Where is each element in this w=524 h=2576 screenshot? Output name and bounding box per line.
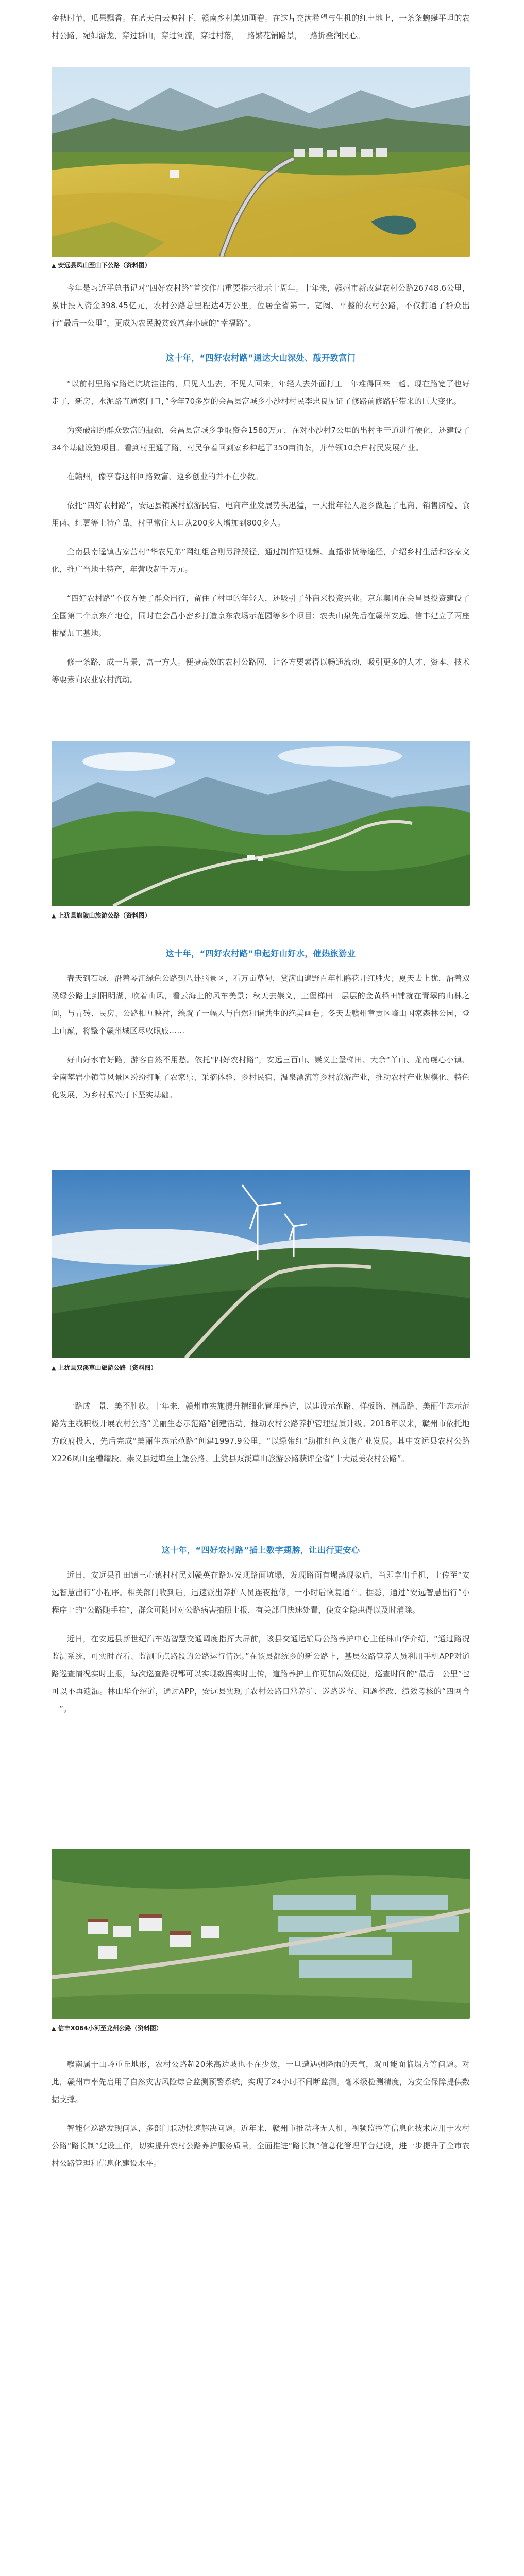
section2-text-cont: 一路成一景，美不胜收。十年来，赣州市实施提升精细化管理养护，以建设示范路、样板路、精品路、美丽生态示范路为主线积极开展农村公路“美丽生态示范路”创建活动，推动农村公路养护管理提质升级。2018年以来，赣州市依托地方政府投入，先后完成“美丽生态示范路”创建1997.9公里，“以绿带红”助推红色文旅产业发展。其中安远县农村公路X226凤山至槽耀段、崇义县过埠至上堡公路、上犹县双溪草山旅游公路获评全省“十大最美农村公路”。 (52, 1401, 470, 1463)
section0-text: 今年是习近平总书记对“四好农村路”首次作出重要指示批示十周年。十年来，赣州市新改建农村公路26748.6公里，累计投入资金398.45亿元，农村公路总里程达4万公里，位居全省第一。宽阔、平整的农村公路，不仅打通了群众出行“最后一公里”，更成为农民脱贫致富奔小康的“幸福路”。 (52, 283, 470, 328)
photo-shuangxi-caoshan-road (52, 1170, 470, 1358)
photo1-caption: ▲ 安远县凤山至山下公路（资料图） (52, 262, 151, 269)
section3-text-cont: 赣南属于山岭重丘地形，农村公路超20米高边坡也不在少数，一旦遭遇强降雨的天气，就可能面临塌方等问题。对此，赣州市率先启用了自然灾害风险综合监测预警系统，实现了24小时不间断监测。毫米级检测精度，为安全保障提供数据支撑。 智能化巡路发现问题，多部门联动快速解决问题。近年来，赣州市推动将无人机、视频监控等信息化技术应用于农村公路“路长制”建设工作，切实提升农村公路养护服务质量，全面推进“路长制”信息化管理平台建设，进一步提升了全市农村公路管理和信息化建设水平。 (52, 2060, 470, 2168)
triangle-icon: ▲ (52, 1365, 56, 1371)
triangle-icon: ▲ (52, 912, 56, 919)
section-heading-1: 这十年，“四好农村路”通达大山深处、敲开致富门 (165, 353, 356, 363)
section3-text: 近日，安远县孔田镇三心镇村村民刘赣英在路边发现路面坑塌，发现路面有塌落现象后，当即拿出手机，上传至“安远智慧出行”小程序。相关部门收到后，迅速派出养护人员连夜抢修，一小时后恢复通车。据悉，通过“安远智慧出行”小程序上的“公路随手拍”，群众可随时对公路病害拍照上报，有关部门快速处置，使安全隐患得以及时消除。 近日，在安远县新世纪汽车站智慧交通调度指挥大屏前，该县交通运输局公路养护中心主任林山华介绍，“通过路况监测系统，可实时查看、监测重点路段的公路运行情况。”在该县都统乡的新公路上，基层公路管养人员利用手机APP对道路巡查情况实时上报，每次巡查路况都可以实现数据实时上传，道路养护工作更加高效便捷，巡查时间的“最后一公里”也可以不再遗漏。林山华介绍道，通过APP，安远县实现了农村公路日常养护、巡路巡查、问题整改、绩效考核的“四网合一”。 (52, 1570, 470, 1714)
triangle-icon: ▲ (52, 262, 56, 269)
section2-text: 春天到石城，沿着琴江绿色公路到八卦脑景区，看万亩草甸，赏满山遍野百年杜鹃花开红胜火；夏天去上犹，沿着双溪绿公路上到阳明湖，吹着山风，看云海上的风车美景；秋天去崇义，上堡梯田一层层的金黄稻田铺就在青翠的山林之间，与青砖、民房、公路相互映衬，绘就了一幅人与自然和谐共生的绝美画卷；冬天去赣州章贡区峰山国家森林公园，登上山巅，将整个赣州城区尽收眼底…… 好山好水有好路，游客自然不用愁。依托“四好农村路”，安远三百山、崇义上堡梯田、大余“丫山、龙南虔心小镇、全南攀岩小镇等风景区纷纷打响了农家乐、采摘体验、乡村民宿、温泉漂流等乡村旅游产业，推动农村产业规模化、特色化发展，为乡村振兴打下坚实基础。 (52, 974, 470, 1099)
intro-text: 金秋时节，瓜果飘香。在蓝天白云映衬下，赣南乡村美如画卷。在这片充满希望与生机的红土地上，一条条蜿蜒平坦的农村公路，宛如游龙，穿过群山，穿过河流，穿过村落，一路繁花铺路景，一路折叠润民心。 (52, 13, 470, 40)
photo2-caption: ▲ 上犹县旗陂山旅游公路（资料图） (52, 912, 151, 919)
photo-qipishan-road (52, 741, 470, 906)
section-heading-2: 这十年，“四好农村路”串起好山好水，催热旅游业 (165, 948, 356, 958)
photo-x064-road (52, 1849, 470, 2019)
photo-fengshan-road (52, 67, 470, 257)
photo4-caption: ▲ 信丰X064小河至龙州公路（资料图） (52, 2025, 162, 2032)
triangle-icon: ▲ (52, 2025, 56, 2032)
section1-text: “以前村里路窄路烂坑坑洼洼的，只见人出去，不见人回来，年轻人去外面打工一年难得回来一趟。现在路宽了也好走了，新房、水泥路直通家门口，”今年70多岁的会昌县富城乡小沙村村民李忠良见证了修路前修路后带来的巨大变化。 为突破制约群众致富的瓶颈，会昌县富城乡争取资金1580万元，在对小沙村7公里的出村主干道进行硬化，还建设了34个基础设施项目。看到村里通了路，村民争着回到家乡种起了350亩油茶，并带领10余户村民发展产业。 在赣州，像李春这样回路致富、返乡创业的并不在少数。 依托“四好农村路”，安远县镇溪村旅游民宿、电商产业发展势头迅猛，一大批年轻人返乡做起了电商、销售脐橙、食用菌、红薯等土特产品，村里常住人口从200多人增加到800多人。 全南县南迳镇古家营村“华农兄弟”网红组合则另辟蹊径，通过制作短视频、直播带货等途径，介绍乡村生活和客家文化，推广当地土特产，年营收超千万元。 “四好农村路”不仅方便了群众出行，留住了村里的年轻人，还吸引了外商来投资兴业。京东集团在会昌县投资建设了全国第二个京东产地仓，同时在会昌小密乡打造京东农场示范园等多个项目；农夫山泉先后在赣州安远、信丰建立了两座柑橘加工基地。 修一条路，成一片景，富一方人。便捷高效的农村公路网，让各方要素得以畅通流动，吸引更多的人才、资本、技术等要素向农业农村流动。 (52, 379, 470, 684)
photo3-caption: ▲ 上犹县双溪草山旅游公路（资料图） (52, 1364, 157, 1371)
section-heading-3: 这十年，“四好农村路”插上数字翅膀，让出行更安心 (161, 1545, 360, 1555)
